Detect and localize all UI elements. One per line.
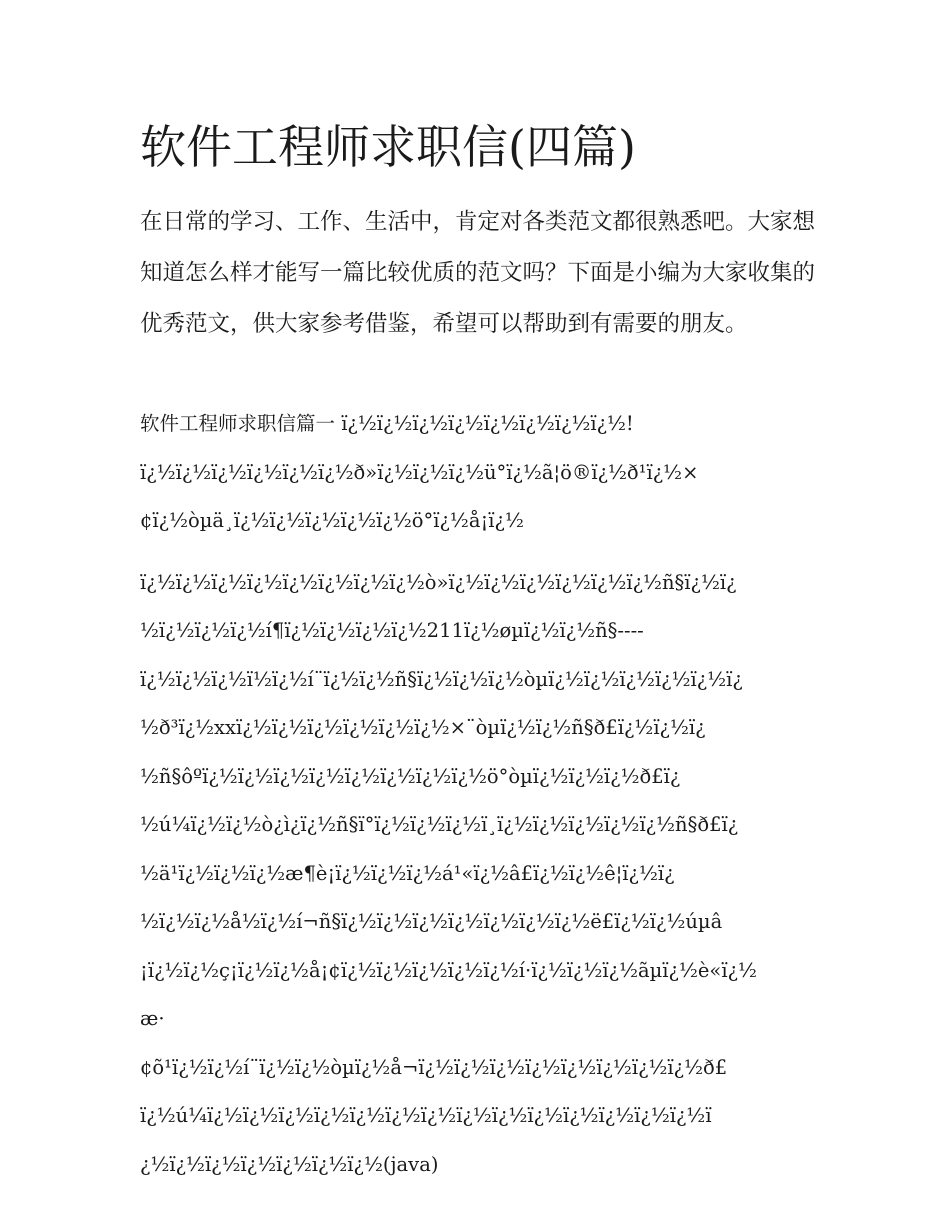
body-text xyxy=(140,400,805,1189)
intro-paragraph: 在日常的学习、工作、生活中，肯定对各类范文都很熟悉吧。大家想知道怎么样才能写一篇比较优质的范文吗？下面是小编为大家收集的优秀范文，供大家参考借鉴，希望可以帮助到有需要的朋友。 xyxy=(140,209,816,337)
body-line: ½ä¹ï¿½ï¿½ï¿½æ¶è¡ï¿½ï¿½ï¿½á¹«ï¿½â£ï¿½ï¿½ê¦ï¿½ï¿ xyxy=(140,861,675,885)
body-line: æ· xyxy=(140,1007,165,1030)
body-line: ½ð³ï¿½xxï¿½ï¿½ï¿½ï¿½ï¿½ï¿½×¨òµï¿½ï¿½ñ§ð£ï¿½ï¿½ï¿ xyxy=(140,716,706,739)
body-line: ¢ï¿½òµä¸ï¿½ï¿½ï¿½ï¿½ï¿½ö°ï¿½å¡ï¿½ xyxy=(140,509,524,532)
body-line: ¡ï¿½ï¿½ç¡ï¿½ï¿½å¡¢ï¿½ï¿½ï¿½ï¿½ï¿½í·ï¿½ï¿½ï¿½ãµï¿½è«ï¿½ xyxy=(140,958,757,982)
body-line: ï¿½ï¿½ï¿½ï¿½ï¿½ï¿½ï¿½ï¿½ò»ï¿½ï¿½ï¿½ï¿½ï¿½ï¿½ñ§ï¿½ï¿ xyxy=(140,570,737,594)
body-line: ï¿½ï¿½ï¿½ï½ï¿½í¨ï¿½ï¿½ñ§ï¿½ï¿½ï¿½òµï¿½ï¿½ï¿½ï¿½ï¿½ï¿ xyxy=(140,667,743,691)
body-line: ½ï¿½ï¿½å½ï¿½í¬ñ§ï¿½ï¿½ï¿½ï¿½ï¿½ï¿½ï¿½ë£ï¿½ï¿½úµâ xyxy=(140,910,723,933)
body-line: 软件工程师求职信篇一 ï¿½ï¿½ï¿½ï¿½ï¿½ï¿½ï¿½ï¿½! xyxy=(140,412,634,435)
body-line: ï¿½ú¼ï¿½ï¿½ï¿½ï¿½ï¿½ï¿½ï¿½ï¿½ï¿½ï¿½ï¿½ï¿½ï¿½ï¿½ï xyxy=(140,1104,712,1127)
body-line: ½ï¿½ï¿½ï¿½í¶ï¿½ï¿½ï¿½ï¿½211ï¿½øµï¿½ï¿½ñ§---- xyxy=(140,619,644,642)
body-line: ï¿½ï¿½ï¿½ï¿½ï¿½ï¿½ð»ï¿½ï¿½ï¿½ü°ï¿½ã¦ö®ï¿½ð¹ï¿½× xyxy=(140,460,699,484)
document-title: 软件工程师求职信(四篇) xyxy=(140,120,636,174)
body-line: ½ñ§ôºï¿½ï¿½ï¿½ï¿½ï¿½ï¿½ï¿½ï¿½ö°òµï¿½ï¿½ï¿½ð£ï¿ xyxy=(140,764,681,788)
body-line: ½ú¼ï¿½ï¿½ò¿ì¿ï¿½ñ§ï°ï¿½ï¿½ï¿½ï¸ï¿½ï¿½ï¿½ï¿½ï¿½ñ§ð£ï¿ xyxy=(140,813,739,836)
body-line: ¿½ï¿½ï¿½ï¿½ï¿½ï¿½ï¿½(java) xyxy=(140,1152,439,1176)
body-line: ¢õ¹ï¿½ï¿½í¨ï¿½ï¿½òµï¿½å¬ï¿½ï¿½ï¿½ï¿½ï¿½ï¿½ï¿½ï¿½ð£ xyxy=(140,1055,728,1079)
